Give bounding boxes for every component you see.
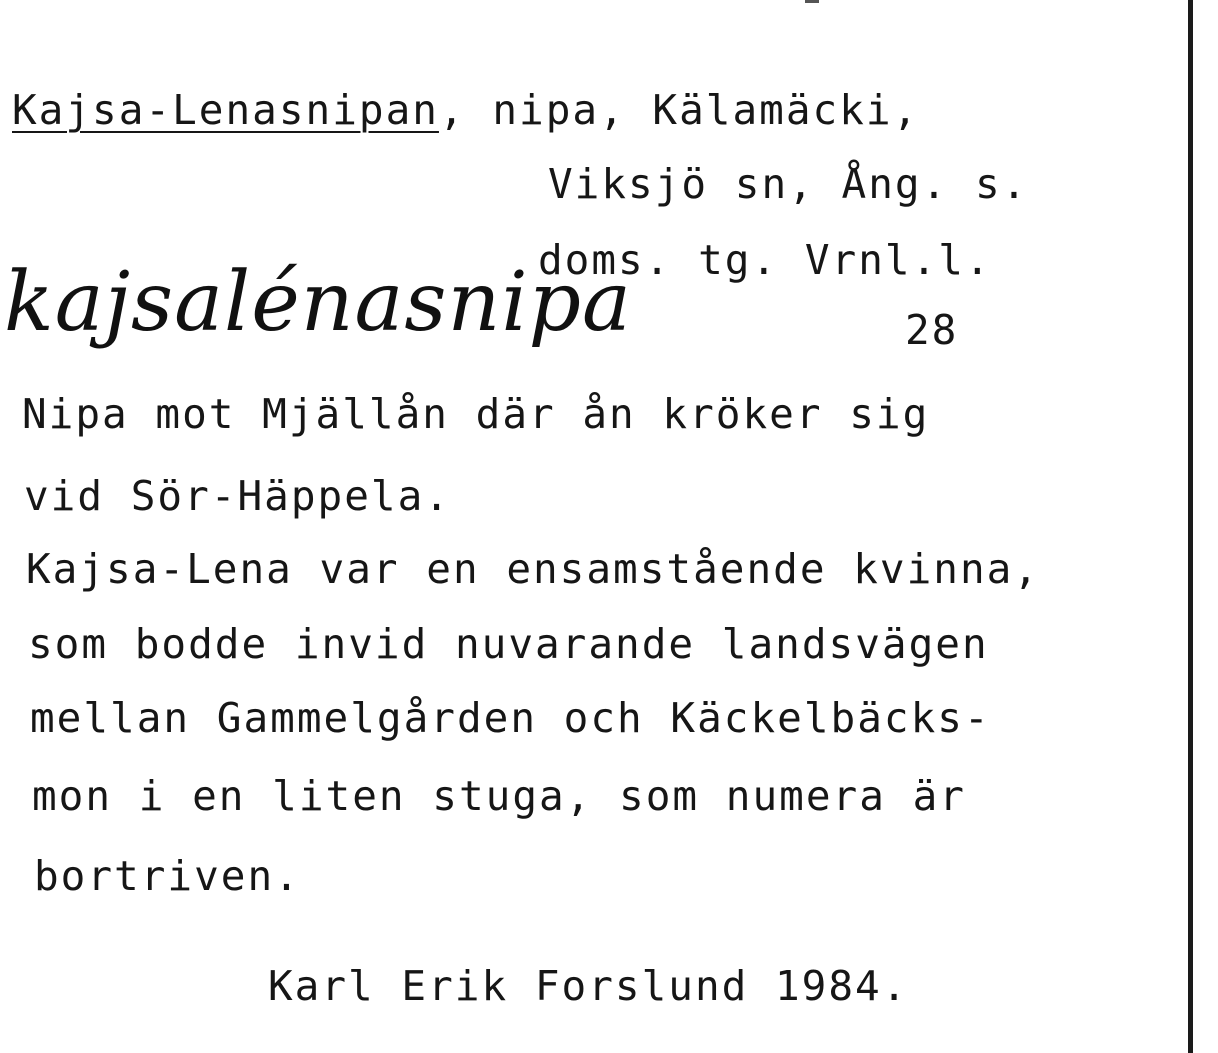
handwritten-name: kajsalénasnipa — [4, 255, 632, 350]
headword: Kajsa-Lenasnipan — [12, 86, 439, 134]
header-line-1 — [12, 86, 920, 134]
reference-number: 28 — [905, 306, 959, 354]
body-line: Nipa mot Mjällån där ån kröker sig — [22, 390, 930, 438]
body-line: bortriven. — [34, 852, 301, 900]
body-line: mon i en liten stuga, som numera är — [32, 772, 966, 820]
card-right-edge — [1188, 0, 1193, 1053]
signature-line: Karl Erik Forslund 1984. — [268, 962, 909, 1010]
header-line-3: doms. tg. Vrnl.l. — [538, 236, 992, 284]
body-line: mellan Gammelgården och Käckelbäcks- — [30, 694, 991, 742]
body-line: som bodde invid nuvarande landsvägen — [28, 620, 989, 668]
body-line: Kajsa-Lena var en ensamstående kvinna, — [26, 545, 1040, 593]
body-line: vid Sör-Häppela. — [24, 472, 451, 520]
header-line-2: Viksjö sn, Ång. s. — [548, 160, 1029, 208]
header-line-1-rest: , nipa, Kälamäcki, — [438, 86, 920, 134]
card-top-mark — [805, 0, 819, 3]
